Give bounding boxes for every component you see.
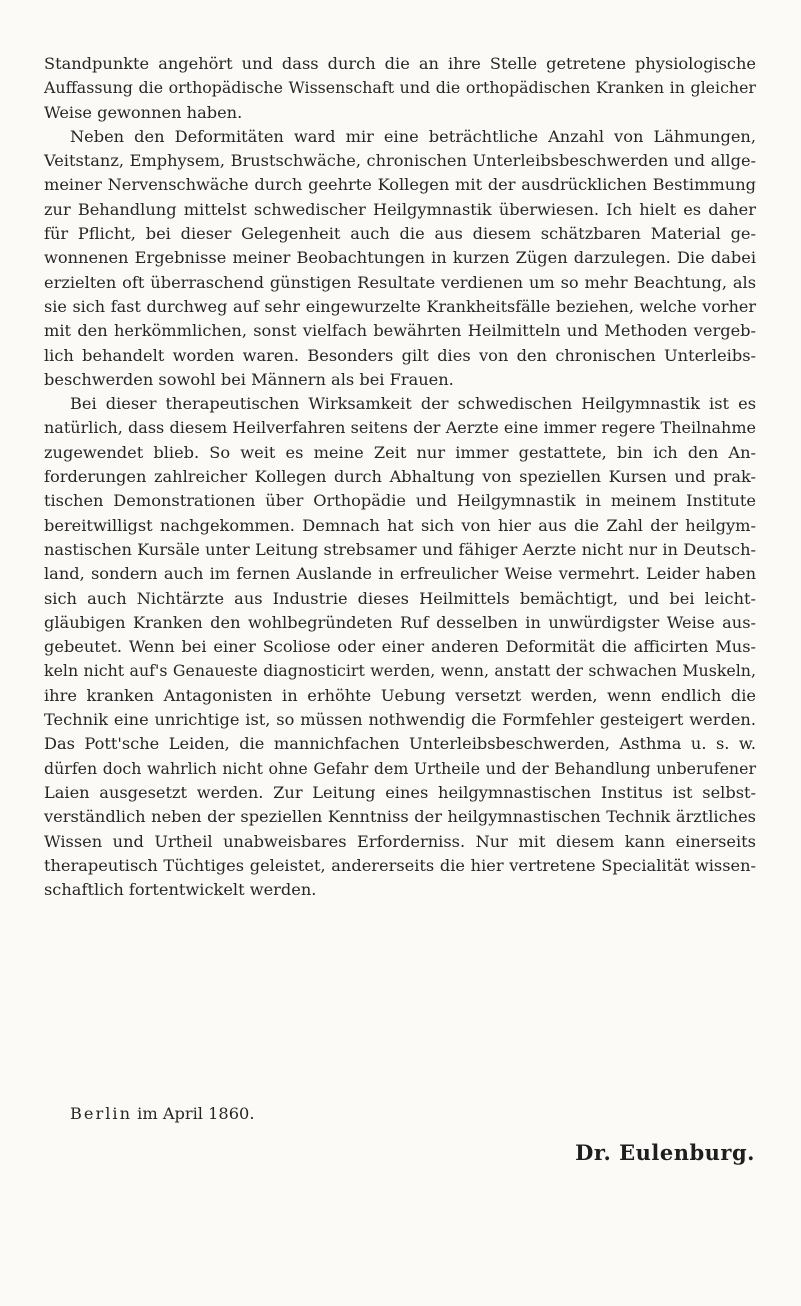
text-line: beschwerden sowohl bei Männern als bei Frauen. (44, 369, 454, 389)
text-line: Veitstanz, Emphysem, Brustschwäche, chronischen Unterleibsbeschwerden und allge- (44, 151, 756, 171)
date: im April 1860. (137, 1104, 255, 1123)
text-line: bereitwilligst nachgekommen. Demnach hat sich von hier aus die Zahl der heilgym- (44, 515, 756, 535)
text-line: sie sich fast durchweg auf sehr eingewurzelte Krankheitsfälle beziehen, welche vorher (44, 296, 756, 316)
text-line: Wissen und Urtheil unabweisbares Erforderniss. Nur mit diesem kann einerseits (44, 831, 756, 851)
text-line: natürlich, dass diesem Heilverfahren seitens der Aerzte eine immer regere Theilnahme (44, 418, 756, 438)
text-line: keln nicht auf's Genaueste diagnosticirt werden, wenn, anstatt der schwachen Muskeln, (44, 661, 756, 681)
text-line: zur Behandlung mittelst schwedischer Heilgymnastik überwiesen. Ich hielt es daher (44, 199, 756, 219)
text-line: lich behandelt worden waren. Besonders gilt dies von den chronischen Unterleibs- (44, 345, 756, 365)
author-signature: Dr. Eulenburg. (575, 1140, 755, 1165)
text-line: Technik eine unrichtige ist, so müssen nothwendig die Formfehler gesteigert werden. (44, 710, 756, 730)
text-line: erzielten oft überraschend günstigen Resultate verdienen um so mehr Beachtung, als (44, 272, 756, 292)
text-line: schaftlich fortentwickelt werden. (44, 880, 317, 900)
text-line: gebeutet. Wenn bei einer Scoliose oder einer anderen Deformität die afficirten Mus- (44, 637, 756, 657)
paragraph (44, 52, 756, 125)
text-line: Bei dieser therapeutischen Wirksamkeit der schwedischen Heilgymnastik ist es (70, 394, 756, 414)
text-line: für Pflicht, bei dieser Gelegenheit auch die aus diesem schätzbaren Material ge- (44, 224, 756, 244)
text-line: tischen Demonstrationen über Orthopädie und Heilgymnastik in meinem Institute (44, 491, 756, 511)
paragraph (44, 392, 756, 902)
paragraph (44, 125, 756, 392)
text-line: Standpunkte angehört und dass durch die an ihre Stelle getretene physiologische (44, 54, 756, 73)
text-line: Neben den Deformitäten ward mir eine beträchtliche Anzahl von Lähmungen, (70, 126, 756, 146)
text-line: ihre kranken Antagonisten in erhöhte Uebung versetzt werden, wenn endlich die (44, 685, 756, 705)
body-text (44, 52, 756, 902)
text-line: meiner Nervenschwäche durch geehrte Kollegen mit der ausdrücklichen Bestimmung (44, 175, 756, 195)
text-line: mit den herkömmlichen, sonst vielfach bewährten Heilmitteln und Methoden vergeb- (44, 321, 756, 341)
text-line: verständlich neben der speziellen Kenntniss der heilgymnastischen Technik ärztliches (44, 807, 756, 827)
text-line: dürfen doch wahrlich nicht ohne Gefahr dem Urtheile und der Behandlung unberufener (44, 758, 756, 778)
text-line: zugewendet blieb. So weit es meine Zeit nur immer gestattete, bin ich den An- (44, 442, 756, 462)
text-line: sich auch Nichtärzte aus Industrie dieses Heilmittels bemächtigt, und bei leicht- (44, 588, 756, 608)
text-line: Weise gewonnen haben. (44, 102, 243, 122)
place: Berlin (70, 1104, 132, 1123)
text-line: land, sondern auch im fernen Auslande in erfreulicher Weise vermehrt. Leider haben (44, 564, 756, 584)
text-line: therapeutisch Tüchtiges geleistet, andererseits die hier vertretene Specialität wissen- (44, 855, 756, 875)
text-line: Auffassung die orthopädische Wissenschaft und die orthopädischen Kranken in gleicher (44, 78, 756, 98)
text-line: nastischen Kursäle unter Leitung strebsamer und fähiger Aerzte nicht nur in Deutsch- (44, 539, 756, 559)
text-line: Laien ausgesetzt werden. Zur Leitung eines heilgymnastischen Institus ist selbst- (44, 782, 756, 802)
place-and-date (70, 1104, 254, 1123)
text-line: gläubigen Kranken den wohlbegründeten Ruf desselben in unwürdigster Weise aus- (44, 612, 756, 632)
text-line: forderungen zahlreicher Kollegen durch Abhaltung von speziellen Kursen und prak- (44, 467, 756, 487)
text-line: Das Pott'sche Leiden, die mannichfachen Unterleibsbeschwerden, Asthma u. s. w. (44, 734, 756, 754)
text-line: wonnenen Ergebnisse meiner Beobachtungen in kurzen Zügen darzulegen. Die dabei (44, 248, 756, 268)
